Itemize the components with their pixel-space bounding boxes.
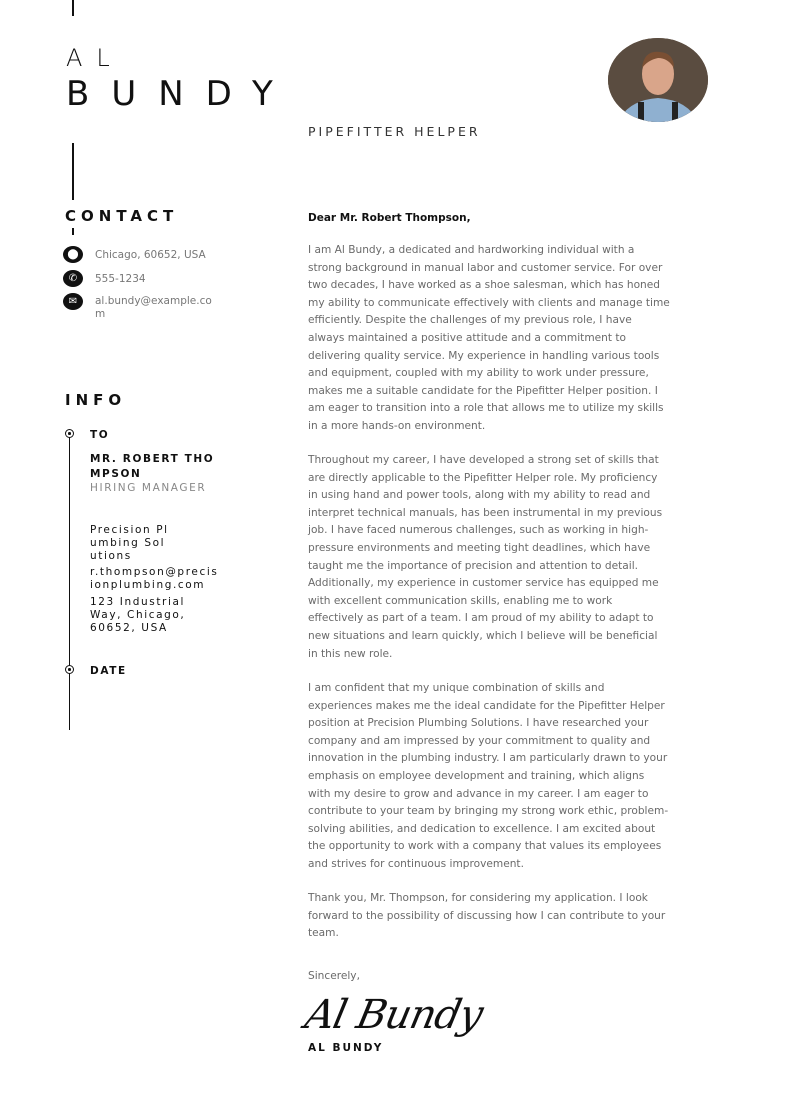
envelope-icon: ✉ — [63, 293, 83, 310]
recipient-address: 123 Industrial Way, Chicago, 60652, USA — [90, 596, 186, 634]
map-pin-icon: ⬤ — [63, 246, 83, 263]
first-name: AL — [66, 44, 124, 72]
phone-icon: ✆ — [63, 270, 83, 287]
closing: Sincerely, — [308, 970, 360, 982]
paragraph-1: I am Al Bundy, a dedicated and hardworking individual with a strong background in manual labor and customer service. For over two decades, I have worked as a shoe salesman, which has honed my ability to communicate effectively with clients and manage time efficiently. Despite the challenges of my previous role, I have always maintained a positive attitude and a commitment to delivering quality service. My experience in handling various tools and equipment, coupled with my ability to work under pressure, makes me a suitable candidate for the Pipefitter Helper position. I am eager to transition into a role that allows me to utilize my skills in a more hands-on environment. — [308, 244, 670, 432]
timeline-dot-icon — [65, 429, 74, 438]
signature: Al Bundy — [301, 992, 487, 1038]
salutation: Dear Mr. Robert Thompson, — [308, 212, 471, 224]
paragraph-4: Thank you, Mr. Thompson, for considering my application. I look forward to the possibility of discussing how I can contribute to your team. — [308, 892, 666, 940]
timeline-line — [69, 436, 70, 730]
to-label: TO — [90, 429, 110, 441]
profile-photo — [608, 38, 708, 122]
decor-line — [72, 228, 74, 235]
decor-line — [72, 0, 74, 16]
timeline-dot-icon — [65, 665, 74, 674]
company-name: Precision Plumbing Solutions — [90, 524, 169, 562]
paragraph-3: I am confident that my unique combination of skills and experiences makes me the ideal candidate for the Pipefitter Helper position at Precision Plumbing Solutions. I have researched your company and am impressed by your commitment to quality and innovation in the plumbing industry. I am particularly drawn to your emphasis on employee development and training, which aligns with my desire to grow and advance in my career. I am eager to contribute to your team by bringing my strong work ethic, problem-solving abilities, and dedication to excellence. I am excited about the opportunity to work with a company that values its employees and strives for continuous improvement. — [308, 682, 669, 870]
decor-line — [72, 143, 74, 200]
contact-email[interactable]: al.bundy@example.com — [95, 295, 212, 320]
recipient-email[interactable]: r.thompson@precisionplumbing.com — [90, 566, 219, 591]
recipient-name: MR. ROBERT THOMPSON — [90, 453, 215, 480]
contact-location: Chicago, 60652, USA — [95, 249, 206, 261]
info-heading: INFO — [65, 391, 127, 409]
contact-heading: CONTACT — [65, 207, 179, 225]
contact-phone: 555-1234 — [95, 273, 146, 285]
date-label: DATE — [90, 665, 127, 677]
signer-name: AL BUNDY — [308, 1042, 384, 1054]
recipient-title: HIRING MANAGER — [90, 482, 207, 494]
job-title: PIPEFITTER HELPER — [308, 124, 481, 139]
last-name: BUNDY — [66, 74, 295, 114]
paragraph-2: Throughout my career, I have developed a strong set of skills that are directly applicable to the Pipefitter Helper role. My proficiency in using hand and power tools, along with my ability to read and interpret technical manuals, has been instrumental in my previous job. I have faced numerous challenges, such as working in high-pressure environments and meeting tight deadlines, which have taught me the importance of precision and attention to detail. Additionally, my experience in customer service has equipped me with excellent communication skills, enabling me to work effectively as part of a team. I am proud of my ability to adapt to new situations and learn quickly, which I believe will be beneficial in this new role. — [308, 454, 663, 660]
